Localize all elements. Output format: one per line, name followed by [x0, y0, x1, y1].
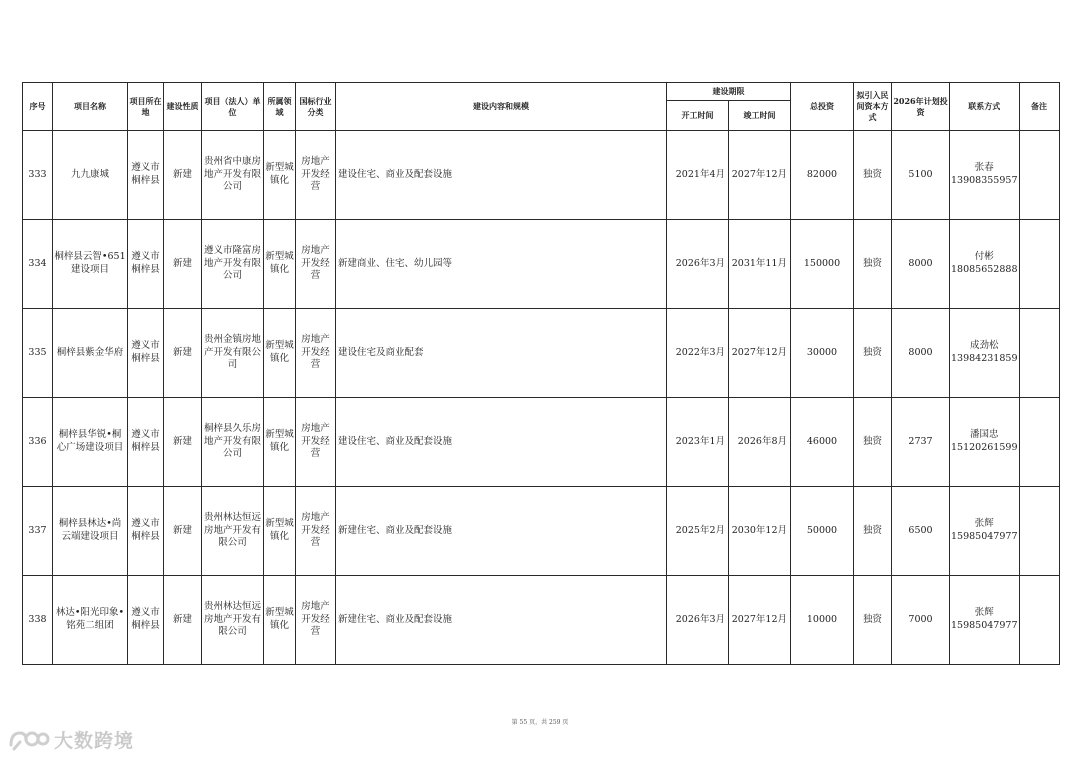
cell-content: 建设住宅、商业及配套设施 — [336, 398, 667, 487]
cell-end: 2027年12月 — [729, 309, 791, 398]
header-seq: 序号 — [23, 83, 53, 131]
table-row — [23, 576, 1060, 665]
cell-nature: 新建 — [164, 309, 202, 398]
cell-unit: 贵州林达恒远房地产开发有限公司 — [202, 576, 264, 665]
cell-investment: 46000 — [791, 398, 854, 487]
cell-remark — [1019, 398, 1059, 487]
table-row — [23, 131, 1060, 220]
cell-seq: 335 — [23, 309, 53, 398]
header-location: 项目所在地 — [128, 83, 164, 131]
cell-location: 遵义市桐梓县 — [128, 398, 164, 487]
cell-field: 新型城镇化 — [264, 220, 296, 309]
header-content: 建设内容和规模 — [336, 83, 667, 131]
watermark-logo-icon — [8, 727, 50, 753]
cell-seq: 337 — [23, 487, 53, 576]
header-nature: 建设性质 — [164, 83, 202, 131]
cell-remark — [1019, 220, 1059, 309]
page-footer: 第 55 页，共 259 页 — [511, 719, 569, 726]
cell-unit: 贵州林达恒远房地产开发有限公司 — [202, 487, 264, 576]
cell-nature: 新建 — [164, 576, 202, 665]
cell-plan: 8000 — [892, 220, 950, 309]
cell-industry: 房地产开发经营 — [296, 220, 336, 309]
cell-nature: 新建 — [164, 220, 202, 309]
cell-seq: 336 — [23, 398, 53, 487]
contact-name: 成劲松 — [969, 340, 999, 352]
cell-investment: 30000 — [791, 309, 854, 398]
header-period: 建设期限 — [667, 83, 791, 101]
cell-project-name: 桐梓县林达•尚云端建设项目 — [53, 487, 128, 576]
cell-contact — [950, 220, 1020, 309]
header-remark: 备注 — [1019, 83, 1059, 131]
cell-content: 新建住宅、商业及配套设施 — [336, 576, 667, 665]
cell-start: 2025年2月 — [667, 487, 729, 576]
cell-field: 新型城镇化 — [264, 309, 296, 398]
cell-start: 2026年3月 — [667, 576, 729, 665]
table-body — [23, 131, 1060, 665]
cell-end: 2026年8月 — [729, 398, 791, 487]
cell-end: 2031年11月 — [729, 220, 791, 309]
header-name: 项目名称 — [53, 83, 128, 131]
cell-industry: 房地产开发经营 — [296, 576, 336, 665]
cell-contact — [950, 131, 1020, 220]
cell-content: 建设住宅及商业配套 — [336, 309, 667, 398]
cell-remark — [1019, 487, 1059, 576]
contact-name: 张辉 — [974, 607, 994, 619]
cell-remark — [1019, 309, 1059, 398]
cell-method: 独资 — [854, 398, 892, 487]
contact-phone: 15120261599 — [951, 442, 1018, 453]
cell-content: 新建商业、住宅、幼儿园等 — [336, 220, 667, 309]
contact-phone: 15985047977 — [951, 620, 1018, 631]
cell-unit: 桐梓县久乐房地产开发有限公司 — [202, 398, 264, 487]
cell-seq: 334 — [23, 220, 53, 309]
cell-industry: 房地产开发经营 — [296, 398, 336, 487]
cell-industry: 房地产开发经营 — [296, 487, 336, 576]
cell-seq: 338 — [23, 576, 53, 665]
header-field: 所属领域 — [264, 83, 296, 131]
contact-phone: 15985047977 — [951, 531, 1018, 542]
cell-investment: 82000 — [791, 131, 854, 220]
cell-industry: 房地产开发经营 — [296, 309, 336, 398]
table-row — [23, 220, 1060, 309]
cell-start: 2022年3月 — [667, 309, 729, 398]
header-start: 开工时间 — [667, 101, 729, 131]
cell-location: 遵义市桐梓县 — [128, 220, 164, 309]
cell-project-name: 九九康城 — [53, 131, 128, 220]
cell-project-name: 林达•阳光印象•铭苑二组团 — [53, 576, 128, 665]
cell-nature: 新建 — [164, 398, 202, 487]
watermark-text: 大数跨境 — [54, 730, 135, 752]
cell-end: 2027年12月 — [729, 131, 791, 220]
cell-project-name: 桐梓县华锐•桐心广场建设项目 — [53, 398, 128, 487]
cell-plan: 5100 — [892, 131, 950, 220]
contact-phone: 18085652888 — [951, 264, 1018, 275]
cell-nature: 新建 — [164, 487, 202, 576]
cell-location: 遵义市桐梓县 — [128, 309, 164, 398]
cell-start: 2023年1月 — [667, 398, 729, 487]
cell-contact — [950, 576, 1020, 665]
header-unit: 项目（法人）单位 — [202, 83, 264, 131]
project-table — [22, 82, 1060, 665]
cell-method: 独资 — [854, 576, 892, 665]
cell-unit: 遵义市隆富房地产开发有限公司 — [202, 220, 264, 309]
contact-name: 付彬 — [974, 251, 994, 263]
cell-project-name: 桐梓县云智•651建设项目 — [53, 220, 128, 309]
cell-investment: 10000 — [791, 576, 854, 665]
cell-remark — [1019, 131, 1059, 220]
cell-method: 独资 — [854, 487, 892, 576]
cell-method: 独资 — [854, 309, 892, 398]
header-investment: 总投资 — [791, 83, 854, 131]
cell-method: 独资 — [854, 220, 892, 309]
cell-start: 2026年3月 — [667, 220, 729, 309]
header-end: 竣工时间 — [729, 101, 791, 131]
cell-seq: 333 — [23, 131, 53, 220]
cell-contact — [950, 398, 1020, 487]
cell-method: 独资 — [854, 131, 892, 220]
cell-location: 遵义市桐梓县 — [128, 131, 164, 220]
cell-plan: 8000 — [892, 309, 950, 398]
cell-unit: 贵州金镇房地产开发有限公司 — [202, 309, 264, 398]
contact-name: 潘国忠 — [969, 429, 999, 441]
cell-field: 新型城镇化 — [264, 131, 296, 220]
contact-name: 张辉 — [974, 518, 994, 530]
cell-plan: 2737 — [892, 398, 950, 487]
cell-investment: 150000 — [791, 220, 854, 309]
cell-nature: 新建 — [164, 131, 202, 220]
cell-field: 新型城镇化 — [264, 487, 296, 576]
cell-content: 新建住宅、商业及配套设施 — [336, 487, 667, 576]
cell-contact — [950, 487, 1020, 576]
table-row — [23, 309, 1060, 398]
cell-investment: 50000 — [791, 487, 854, 576]
cell-end: 2027年12月 — [729, 576, 791, 665]
cell-content: 建设住宅、商业及配套设施 — [336, 131, 667, 220]
cell-plan: 6500 — [892, 487, 950, 576]
header-contact: 联系方式 — [950, 83, 1020, 131]
cell-project-name: 桐梓县紫金华府 — [53, 309, 128, 398]
table-row — [23, 487, 1060, 576]
header-method: 拟引入民间资本方式 — [854, 83, 892, 131]
header-industry: 国标行业分类 — [296, 83, 336, 131]
cell-location: 遵义市桐梓县 — [128, 576, 164, 665]
cell-unit: 贵州省中康房地产开发有限公司 — [202, 131, 264, 220]
cell-remark — [1019, 576, 1059, 665]
watermark — [8, 726, 134, 753]
cell-field: 新型城镇化 — [264, 398, 296, 487]
contact-phone: 13908355957 — [951, 175, 1018, 186]
cell-location: 遵义市桐梓县 — [128, 487, 164, 576]
cell-end: 2030年12月 — [729, 487, 791, 576]
cell-start: 2021年4月 — [667, 131, 729, 220]
table-row — [23, 398, 1060, 487]
cell-plan: 7000 — [892, 576, 950, 665]
cell-field: 新型城镇化 — [264, 576, 296, 665]
contact-phone: 13984231859 — [951, 353, 1018, 364]
cell-industry: 房地产开发经营 — [296, 131, 336, 220]
header-plan: 2026年计划投资 — [892, 83, 950, 131]
contact-name: 张春 — [974, 162, 994, 174]
cell-contact — [950, 309, 1020, 398]
